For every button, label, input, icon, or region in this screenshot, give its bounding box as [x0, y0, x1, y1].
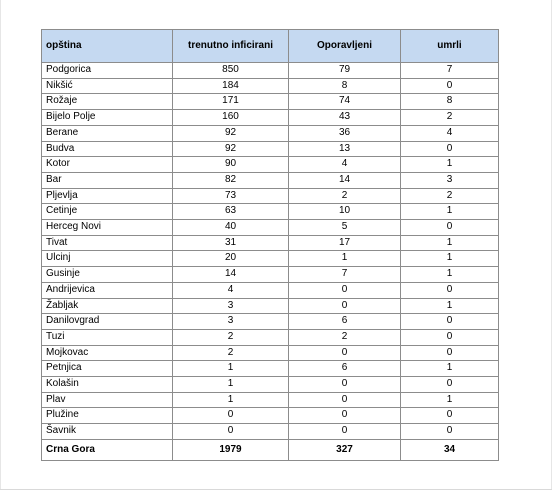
table-row: [42, 172, 499, 188]
deceased-cell: 0: [401, 329, 499, 345]
recovered-cell: 0: [289, 408, 401, 424]
recovered-cell: 0: [289, 345, 401, 361]
table-row: [42, 408, 499, 424]
deceased-cell: 1: [401, 157, 499, 173]
municipality-cell: Pljevlja: [42, 188, 173, 204]
table-row: [42, 157, 499, 173]
page-edge-left: [0, 0, 1, 490]
table-row: [42, 220, 499, 236]
total-row: [42, 439, 499, 460]
infected-cell: 82: [173, 172, 289, 188]
table-row: [42, 314, 499, 330]
header-row: [42, 30, 499, 63]
table-row: [42, 94, 499, 110]
recovered-cell: 1: [289, 251, 401, 267]
table-row: [42, 235, 499, 251]
table-row: [42, 125, 499, 141]
recovered-cell: 0: [289, 282, 401, 298]
header-deceased: umrli: [401, 30, 499, 63]
table-row: [42, 345, 499, 361]
infected-cell: 73: [173, 188, 289, 204]
total-infected: 1979: [173, 439, 289, 460]
infected-cell: 2: [173, 345, 289, 361]
deceased-cell: 0: [401, 345, 499, 361]
municipality-cell: Plužine: [42, 408, 173, 424]
municipality-table: [41, 29, 499, 461]
table-row: [42, 78, 499, 94]
deceased-cell: 1: [401, 204, 499, 220]
municipality-cell: Podgorica: [42, 63, 173, 79]
infected-cell: 850: [173, 63, 289, 79]
infected-cell: 1: [173, 361, 289, 377]
municipality-cell: Petnjica: [42, 361, 173, 377]
table-footer: [42, 439, 499, 460]
municipality-cell: Bar: [42, 172, 173, 188]
deceased-cell: 1: [401, 251, 499, 267]
municipality-cell: Ulcinj: [42, 251, 173, 267]
municipality-cell: Šavnik: [42, 424, 173, 440]
recovered-cell: 0: [289, 298, 401, 314]
header-currently-infected: trenutno inficirani: [173, 30, 289, 63]
municipality-cell: Berane: [42, 125, 173, 141]
infected-cell: 92: [173, 141, 289, 157]
infected-cell: 4: [173, 282, 289, 298]
header-recovered: Oporavljeni: [289, 30, 401, 63]
deceased-cell: 8: [401, 94, 499, 110]
deceased-cell: 0: [401, 377, 499, 393]
infected-cell: 1: [173, 377, 289, 393]
deceased-cell: 0: [401, 314, 499, 330]
recovered-cell: 36: [289, 125, 401, 141]
recovered-cell: 13: [289, 141, 401, 157]
recovered-cell: 6: [289, 361, 401, 377]
municipality-cell: Cetinje: [42, 204, 173, 220]
municipality-cell: Mojkovac: [42, 345, 173, 361]
infected-cell: 92: [173, 125, 289, 141]
table-row: [42, 329, 499, 345]
total-label: Crna Gora: [42, 439, 173, 460]
deceased-cell: 2: [401, 110, 499, 126]
recovered-cell: 0: [289, 392, 401, 408]
deceased-cell: 1: [401, 235, 499, 251]
recovered-cell: 43: [289, 110, 401, 126]
infected-cell: 2: [173, 329, 289, 345]
table-row: [42, 204, 499, 220]
recovered-cell: 2: [289, 188, 401, 204]
table-row: [42, 141, 499, 157]
recovered-cell: 79: [289, 63, 401, 79]
table-row: [42, 188, 499, 204]
municipality-cell: Žabljak: [42, 298, 173, 314]
table-header: [42, 30, 499, 63]
recovered-cell: 8: [289, 78, 401, 94]
municipality-cell: Herceg Novi: [42, 220, 173, 236]
recovered-cell: 10: [289, 204, 401, 220]
municipality-cell: Tivat: [42, 235, 173, 251]
infected-cell: 1: [173, 392, 289, 408]
infected-cell: 0: [173, 408, 289, 424]
deceased-cell: 1: [401, 361, 499, 377]
table-row: [42, 282, 499, 298]
deceased-cell: 2: [401, 188, 499, 204]
infected-cell: 31: [173, 235, 289, 251]
municipality-cell: Gusinje: [42, 267, 173, 283]
header-municipality: opština: [42, 30, 173, 63]
infected-cell: 160: [173, 110, 289, 126]
infected-cell: 184: [173, 78, 289, 94]
table-row: [42, 361, 499, 377]
deceased-cell: 0: [401, 424, 499, 440]
municipality-cell: Budva: [42, 141, 173, 157]
infected-cell: 3: [173, 298, 289, 314]
deceased-cell: 1: [401, 298, 499, 314]
infected-cell: 63: [173, 204, 289, 220]
recovered-cell: 6: [289, 314, 401, 330]
deceased-cell: 0: [401, 220, 499, 236]
infected-cell: 14: [173, 267, 289, 283]
recovered-cell: 74: [289, 94, 401, 110]
table-row: [42, 110, 499, 126]
municipality-cell: Bijelo Polje: [42, 110, 173, 126]
municipality-cell: Andrijevica: [42, 282, 173, 298]
total-recovered: 327: [289, 439, 401, 460]
deceased-cell: 1: [401, 267, 499, 283]
deceased-cell: 0: [401, 141, 499, 157]
municipality-cell: Kolašin: [42, 377, 173, 393]
table-row: [42, 377, 499, 393]
municipality-cell: Rožaje: [42, 94, 173, 110]
municipality-cell: Plav: [42, 392, 173, 408]
recovered-cell: 5: [289, 220, 401, 236]
recovered-cell: 0: [289, 377, 401, 393]
deceased-cell: 3: [401, 172, 499, 188]
infected-cell: 171: [173, 94, 289, 110]
table-row: [42, 298, 499, 314]
infected-cell: 20: [173, 251, 289, 267]
infected-cell: 90: [173, 157, 289, 173]
recovered-cell: 17: [289, 235, 401, 251]
municipality-cell: Nikšić: [42, 78, 173, 94]
recovered-cell: 14: [289, 172, 401, 188]
recovered-cell: 2: [289, 329, 401, 345]
table-row: [42, 251, 499, 267]
table-row: [42, 424, 499, 440]
total-deceased: 34: [401, 439, 499, 460]
deceased-cell: 0: [401, 78, 499, 94]
deceased-cell: 1: [401, 392, 499, 408]
table-row: [42, 63, 499, 79]
table-body: [42, 63, 499, 440]
deceased-cell: 4: [401, 125, 499, 141]
table-row: [42, 392, 499, 408]
table-row: [42, 267, 499, 283]
deceased-cell: 7: [401, 63, 499, 79]
recovered-cell: 0: [289, 424, 401, 440]
infected-cell: 40: [173, 220, 289, 236]
recovered-cell: 7: [289, 267, 401, 283]
infected-cell: 3: [173, 314, 289, 330]
municipality-cell: Kotor: [42, 157, 173, 173]
infected-cell: 0: [173, 424, 289, 440]
deceased-cell: 0: [401, 408, 499, 424]
municipality-cell: Danilovgrad: [42, 314, 173, 330]
municipality-cell: Tuzi: [42, 329, 173, 345]
recovered-cell: 4: [289, 157, 401, 173]
deceased-cell: 0: [401, 282, 499, 298]
